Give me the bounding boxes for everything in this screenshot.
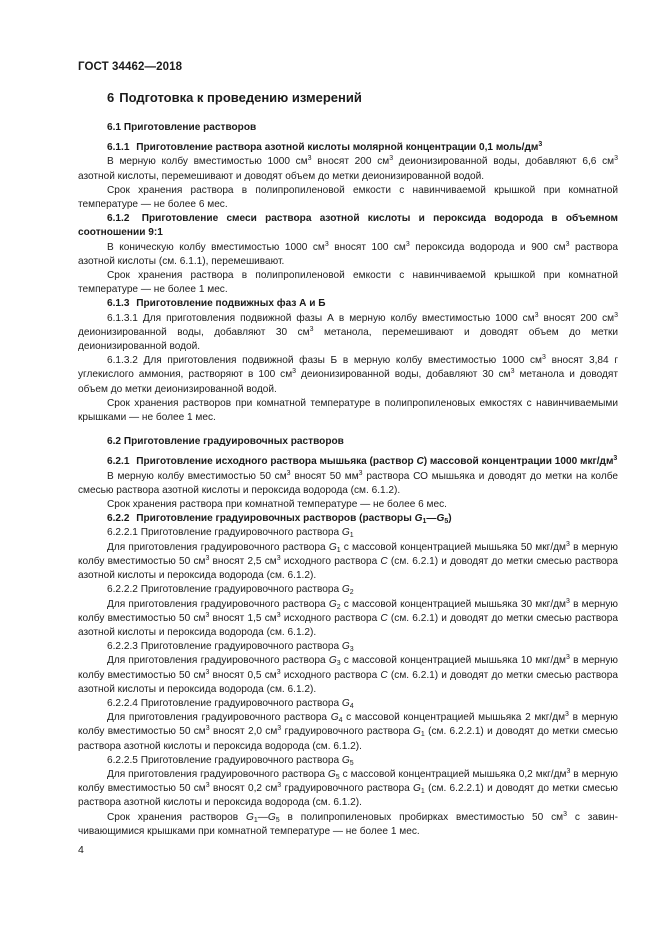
clause-6-2-2-3-heading: 6.2.2.3 Приготовление градуировочного раствора $G_3$ [107,641,354,654]
clause-6-2-2-heading: 6.2.2 Приготовление градуировочных растворов (растворы $G_1—G_5$) [107,513,452,526]
clause-6-2-2-4-heading: 6.2.2.4 Приготовление градуировочного раствора $G_4$ [107,697,354,710]
clause-number: 6.2.2 [107,513,130,525]
paragraph: Срок хранения растворов $G_1—G_5$ в полипропиленовых пробирках вместимостью 50 $см^3$ с завинчивающимися крышками при комнатной температуре — не более 1 мес. [78,810,618,837]
paragraph: Для приготовления градуировочного раствора $G_2$ с массовой концентрацией мышьяка 30 мкг/$дм^3$ в мерную колбу вместимостью 50 $см^3$ вносят 1,5 $см^3$ исходного раствора C (см. 6.2.1) и доводят до метки смесью раствора азотной кислоты и пероксида водорода (см. 6.1.2). [78,597,618,638]
clause-number: 6.1.2 [107,213,130,225]
clause-number: 6.1.3 [107,298,130,310]
paragraph: Срок хранения растворов при комнатной температуре в полипропиленовых емкостях с навинчиваемыми крышками — не более 1 мес. [78,397,618,424]
paragraph: Срок хранения раствора в полипропиленовой емкости с навинчиваемой крышкой при комнатной температуре — не более 1 мес. [78,270,618,296]
clause-title: Приготовление раствора азотной кислоты молярной концентрации 0,1 моль/дм [136,142,539,154]
paragraph: Срок хранения раствора в полипропиленовой емкости с навинчиваемой крышкой при комнатной температуре — не более 6 мес. [78,184,618,211]
clause-6-1-1-heading: 6.1.1 Приготовление раствора азотной кислоты молярной концентрации 0,1 моль/$дм^3$ [107,141,543,154]
graduation-solutions-list [78,526,618,810]
paragraph: В мерную колбу вместимостью 50 $см^3$ вносят 50 $мм^3$ раствора СО мышьяка и доводят до метки на колбе смесью раствора азотной кислоты и пероксида водорода (см. 6.1.2). [78,469,618,496]
clause-6-2-2-1-heading: 6.2.2.1 Приготовление градуировочного раствора $G_1$ [107,527,354,540]
subsection-6-1-heading: 6.1 Приготовление растворов [107,122,257,133]
clause-number: 6.1.1 [107,142,130,154]
section-number: 6 [107,90,115,105]
section-title: Подготовка к проведению измерений [119,90,362,105]
paragraph: Срок хранения раствора при комнатной температуре — не более 6 мес. [107,499,447,511]
paragraph: Для приготовления градуировочного раствора $G_3$ с массовой концентрацией мышьяка 10 мкг/$дм^3$ в мерную колбу вместимостью 50 $см^3$ вносят 0,5 $см^3$ исходного раствора C (см. 6.2.1) и доводят до метки смесью раствора азотной кислоты и пероксида водорода (см. 6.1.2). [78,654,618,695]
paragraph: В коническую колбу вместимостью 1000 $см^3$ вносят 100 $см^3$ пероксида водорода и 900 $см^3$ раствора азотной кислоты (см. 6.1.1), перемешивают. [78,240,619,267]
section-6-heading [107,90,618,106]
paragraph: 6.1.3.1 Для приготовления подвижной фазы А в мерную колбу вместимостью 1000 $см^3$ вносят 200 $см^3$ деионизированной воды, добавляют 30 $см^3$ метанола, перемешивают и доводят объем до метки деионизированной водой. [78,311,618,353]
clause-6-2-2-5-heading: 6.2.2.5 Приготовление градуировочного раствора $G_5$ [107,754,354,767]
paragraph: Для приготовления градуировочного раствора $G_5$ с массовой концентрацией мышьяка 0,2 мкг/$дм^3$ в мерную колбу вместимостью 50 $см^3$ вносят 0,2 $см^3$ градуировочного раствора $G_1$ (см. 6.2.2.1) и доводят до метки смесью раствора азотной кислоты и пероксида водорода (см. 6.1.2). [78,767,618,809]
clause-6-1-3-heading [78,297,618,311]
clause-title: Приготовление подвижных фаз А и Б [136,298,326,310]
subsection-6-2-heading: 6.2 Приготовление градуировочных растворов [107,436,344,448]
clause-6-1-2-heading [78,212,618,240]
document-header: ГОСТ 34462—2018 [78,61,183,73]
page-number: 4 [78,844,84,856]
paragraph: 6.1.3.2 Для приготовления подвижной фазы Б в мерную колбу вместимостью 1000 $см^3$ вносят 3,84 г углекислого аммония, растворяют в 100 $см^3$ деионизированной воды, добавляют 30 $см^3$ метанола и доводят объем до метки деионизированной водой. [78,354,618,395]
paragraph: Для приготовления градуировочного раствора $G_1$ с массовой концентрацией мышьяка 50 мкг/$дм^3$ в мерную колбу вместимостью 50 $см^3$ вносят 2,5 $см^3$ исходного раствора C (см. 6.2.1) и доводят до метки смесью раствора азотной кислоты и пероксида водорода (см. 6.1.2). [78,540,618,582]
document-body [78,90,618,839]
paragraph: Для приготовления градуировочного раствора $G_4$ с массовой концентрацией мышьяка 2 мкг/$дм^3$ в мерную колбу вместимостью 50 $см^3$ вносят 2,0 $см^3$ градуировочного раствора $G_1$ (см. 6.2.2.1) и доводят до метки смесью раствора азотной кислоты и пероксида водорода (см. 6.1.2). [78,711,618,752]
clause-number: 6.2.1 [107,456,130,468]
paragraph: В мерную колбу вместимостью 1000 $см^3$ вносят 200 $см^3$ деионизированной воды, добавляют 6,6 $см^3$ азотной кислоты, перемешивают и доводят объем до метки деионизированной водой. [78,155,618,182]
clause-6-2-2-2-heading: 6.2.2.2 Приготовление градуировочного раствора $G_2$ [107,584,354,597]
clause-6-2-1-heading: 6.2.1 Приготовление исходного раствора мышьяка (раствор C) массовой концентрации 1000 мкг/$дм^3$ [107,455,618,468]
clause-title: Приготовление смеси раствора азотной кислоты и пероксида водорода в объемном соотношении 9:1 [78,213,618,239]
